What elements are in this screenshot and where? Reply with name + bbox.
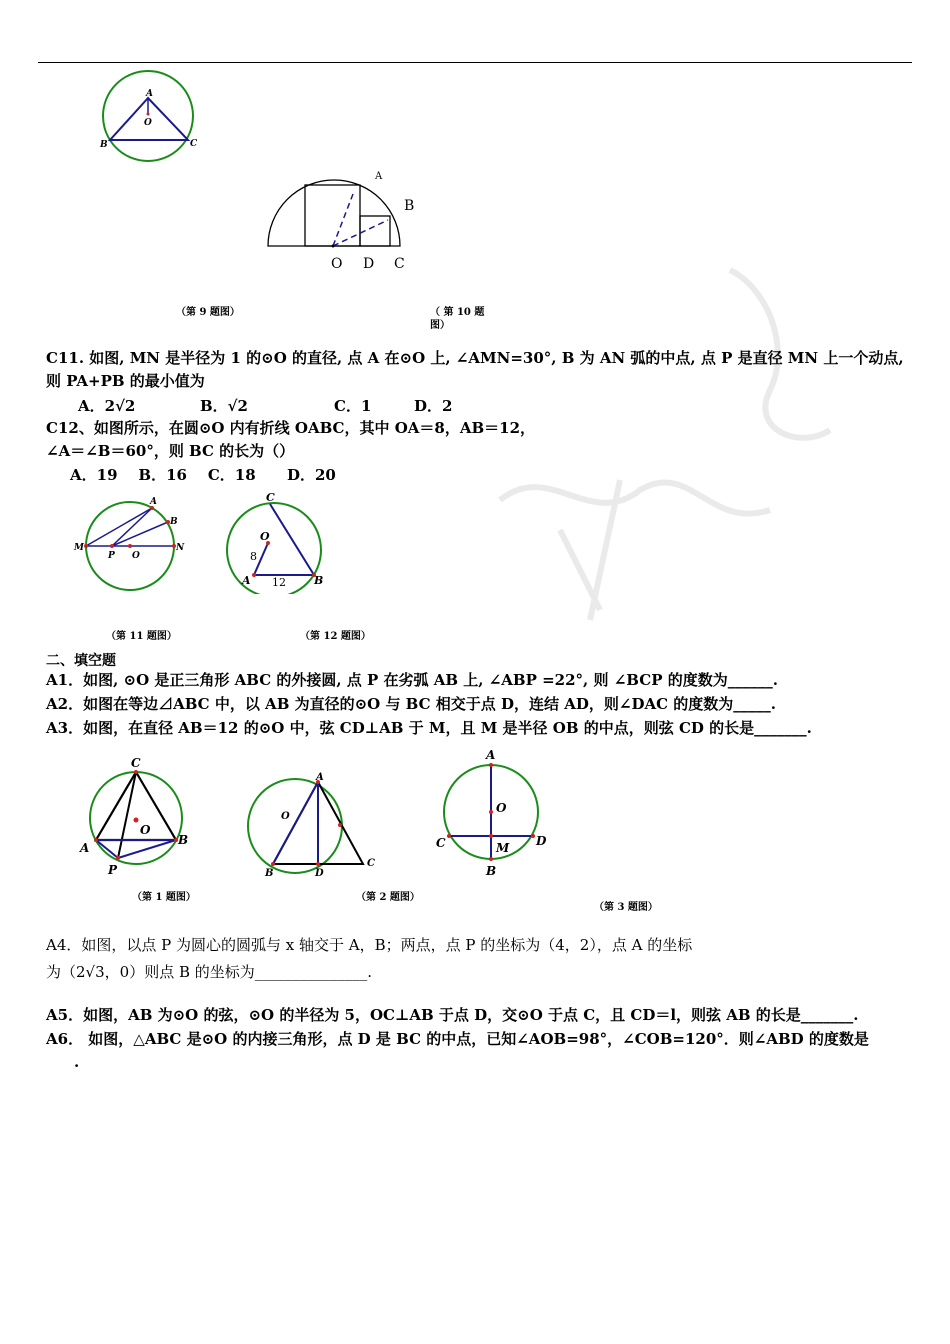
section-2-title: 二、填空题: [46, 653, 116, 669]
fig12-label-12: 12: [272, 576, 286, 589]
figure-9: [90, 70, 210, 165]
figa2-label-b: B: [265, 868, 274, 879]
a1-text: A1．如图, ⊙O 是正三角形 ABC 的外接圆, 点 P 在劣弧 AB 上, ∠ABP =22°, 则 ∠BCP 的度数为______.: [46, 671, 778, 689]
figa3-label-c: C: [436, 836, 446, 850]
fig11-label-m: M: [74, 543, 84, 553]
fig12-label-c: C: [266, 491, 275, 504]
fig10-semicircle: [268, 180, 400, 246]
figa1-label-a: A: [80, 841, 90, 855]
figure-11: [70, 492, 195, 592]
fig11-label-a: A: [150, 497, 157, 507]
figa2-caption: （第 2 题图）: [356, 892, 420, 903]
figa1-caption: （第 1 题图）: [132, 892, 196, 903]
a6-line2: .: [74, 1053, 80, 1071]
figa3-point-o: [489, 810, 493, 814]
fig11-label-n: N: [176, 543, 185, 553]
figa1-point-p: [116, 856, 120, 860]
watermark: [470, 230, 910, 630]
c12-options: A．19 B．16 C．18 D．20: [70, 466, 336, 484]
fig9-circle: [103, 71, 193, 161]
figa2-label-c: C: [367, 858, 375, 869]
c11-option-b: B．√2: [200, 397, 248, 415]
fig9-label-b: B: [100, 140, 108, 150]
figure-a2: [245, 770, 380, 882]
figa2-circle: [248, 779, 342, 873]
figa2-point-d: [316, 862, 320, 866]
fig10-caption-line1: （ 第 10 题: [430, 307, 485, 318]
fig11-label-b: B: [170, 517, 178, 527]
fig9-label-c: C: [190, 139, 198, 149]
figure-10: [260, 168, 420, 278]
figa2-label-o: O: [281, 811, 290, 822]
fig10-point-o: [332, 245, 335, 248]
a6-line1: A6． 如图，△ABC 是⊙O 的内接三角形，点 D 是 BC 的中点，已知∠AOB=98°，∠COB=120°．则∠ABD 的度数是: [46, 1030, 869, 1048]
figure-a1: [76, 752, 196, 882]
a4-line1: A4．如图，以点 P 为圆心的圆弧与 x 轴交于 A，B；两点，点 P 的坐标为（4，2），点 A 的坐标: [46, 936, 693, 954]
figa3-point-m: [489, 834, 493, 838]
a2-text: A2．如图在等边⊿ABC 中，以 AB 为直径的⊙O 与 BC 相交于点 D，连结 AD，则∠DAC 的度数为_____.: [46, 695, 776, 713]
fig9-label-a: A: [146, 89, 153, 99]
fig11-label-p: P: [108, 551, 115, 561]
fig11-caption: （第 11 题图）: [106, 631, 177, 642]
fig12-caption: （第 12 题图）: [300, 631, 371, 642]
fig10-label-d: D: [363, 256, 375, 272]
c12-line1: C12、如图所示，在圆⊙O 内有折线 OABC，其中 OA＝8，AB＝12，: [46, 419, 536, 437]
figa3-label-b: B: [486, 864, 497, 878]
fig10-label-b: B: [404, 198, 415, 214]
c11-line1: C11. 如图, MN 是半径为 1 的⊙O 的直径, 点 A 在⊙O 上, ∠AMN=30°, B 为 AN 弧的中点, 点 P 是直径 MN 上一个动点,: [46, 349, 904, 367]
figa3-label-m: M: [496, 841, 510, 855]
figa2-point-b: [271, 862, 275, 866]
fig11-label-o: O: [132, 551, 140, 561]
figa1-label-p: P: [108, 863, 118, 877]
fig12-label-b: B: [314, 574, 324, 587]
a5-text: A5．如图，AB 为⊙O 的弦，⊙O 的半径为 5，OC⊥AB 于点 D，交⊙O 于点 C，且 CD＝l，则弦 AB 的长是_______.: [46, 1006, 859, 1024]
figa2-label-a: A: [316, 772, 324, 783]
fig11-point-p: [110, 544, 114, 548]
figure-12: [220, 488, 330, 594]
figa1-segment-cp: [118, 772, 136, 858]
figa3-caption: （第 3 题图）: [594, 902, 658, 913]
figa3-point-b: [489, 857, 493, 861]
c11-option-d: D．2: [414, 397, 453, 415]
figa3-point-d: [531, 834, 535, 838]
header-rule: [38, 62, 912, 63]
figa1-point-c: [134, 770, 138, 774]
figa1-label-o: O: [140, 823, 151, 837]
figa1-point-o: [134, 818, 139, 823]
figa3-label-d: D: [536, 834, 547, 848]
figa1-label-b: B: [178, 833, 189, 847]
figa3-label-o: O: [496, 801, 507, 815]
figa1-segment-bp: [118, 840, 176, 858]
c12-line2: ∠A＝∠B＝60°，则 BC 的长为（）: [46, 442, 295, 460]
fig11-point-o: [128, 544, 132, 548]
a4-line2: 为（2√3，0）则点 B 的坐标为_______________.: [46, 963, 373, 981]
figa2-label-d: D: [315, 868, 324, 879]
figa1-label-c: C: [131, 756, 141, 770]
figa3-point-a: [489, 763, 493, 767]
fig9-label-o: O: [144, 118, 152, 128]
figa2-segment-ab: [273, 782, 318, 864]
fig10-caption-line2: 图）: [430, 320, 450, 331]
figure-a3: [430, 744, 560, 880]
figa2-point-e: [338, 823, 342, 827]
c11-option-c: C．1: [334, 397, 372, 415]
fig12-label-8: 8: [250, 550, 257, 563]
c11-option-a: A．2√2: [78, 397, 136, 415]
fig12-point-a: [252, 573, 256, 577]
fig9-point-o: [147, 113, 150, 116]
fig10-dash-oa: [333, 194, 353, 246]
fig10-label-a: A: [375, 171, 383, 182]
fig9-caption: （第 9 题图）: [176, 307, 240, 318]
fig11-point-m: [84, 544, 88, 548]
fig12-label-a: A: [242, 574, 251, 587]
figa1-segment-ap: [96, 840, 118, 858]
fig10-label-o: O: [331, 256, 343, 272]
fig10-label-c: C: [394, 256, 405, 272]
a3-text: A3．如图，在直径 AB＝12 的⊙O 中，弦 CD⊥AB 于 M，且 M 是半径 OB 的中点，则弦 CD 的长是_______.: [46, 719, 812, 737]
figa3-point-c: [447, 834, 451, 838]
figa1-point-a: [94, 838, 98, 842]
fig12-label-o: O: [260, 530, 270, 543]
figa3-label-a: A: [486, 748, 496, 762]
c11-line2: 则 PA+PB 的最小值为: [46, 372, 205, 390]
